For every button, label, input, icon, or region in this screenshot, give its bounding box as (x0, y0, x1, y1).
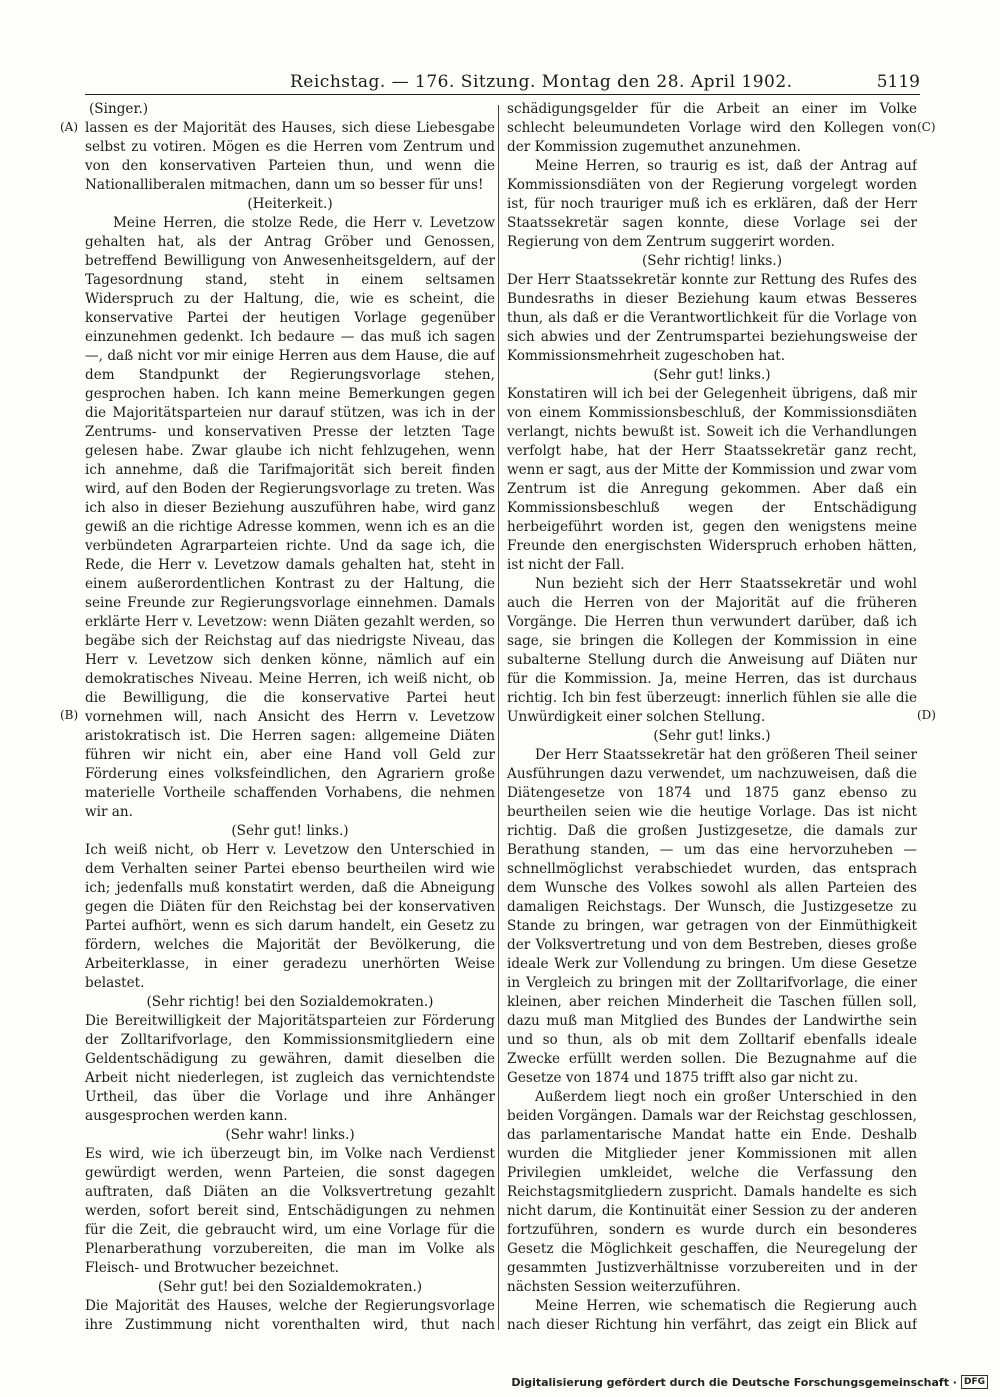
paragraph: Die Majorität des Hauses, welche der Regierungsvorlage ihre Zustimmung nicht vorenthalten wird, thut nach (85, 1298, 495, 1333)
interjection: (Sehr richtig! bei den Sozialdemokraten.) (146, 994, 434, 1010)
paragraph: Meine Herren, so traurig es ist, daß der Antrag auf Kommissionsdiäten von der Regierung vorgelegt worden ist, für noch trauriger muß ich es erklären, daß der Herr Staatssekretär sagen konnte, diese Vorlage sei der Regierung von dem Zentrum suggerirt worden. (507, 158, 917, 250)
page-number: 5119 (876, 72, 920, 92)
running-title: Reichstag. — 176. Sitzung. Montag den 28. April 1902. (290, 72, 793, 92)
interjection: (Sehr gut! links.) (653, 728, 771, 744)
interjection: (Sehr gut! bei den Sozialdemokraten.) (157, 1279, 423, 1295)
margin-marker-c: (C) (917, 120, 936, 134)
interjection: (Sehr gut! links.) (653, 367, 771, 383)
paragraph: Konstatiren will ich bei der Gelegenheit übrigens, daß mir von einem Kommissionsbeschluß, der Kommissionsdiäten verlangt, nichts bewußt ist. Soweit ich die Verhandlungen verfolgt habe, hat der Herr Staatssekretär ganz recht, wenn er sagt, aus der Mitte der Kommission und zwar vom Zentrum ist die Anregung gekommen. Aber daß ein Kommissionsbeschluß wegen der Entschädigung herbeigeführt worden ist, gegen den wenigstens meine Freunde den energischsten Widerspruch erhoben hätten, ist nicht der Fall. (507, 386, 917, 573)
paragraph: Der Herr Staatssekretär konnte zur Rettung des Rufes des Bundesraths in dieser Beziehung kaum etwas Besseres thun, als daß er die Verantwortlichkeit für die Vorlage von sich abwies und der Zentrumspartei beziehungsweise der Kommissionsmehrheit zugeschoben hat. (507, 272, 917, 364)
interjection: (Sehr gut! links.) (231, 823, 349, 839)
column-divider (498, 105, 499, 1330)
footer-text: Digitalisierung gefördert durch die Deutsche Forschungsgemeinschaft · (511, 1375, 957, 1389)
footer-credit (511, 1375, 988, 1389)
speaker-name: (Singer.) (89, 101, 149, 117)
interjection: (Sehr richtig! links.) (641, 253, 783, 269)
header-rule (85, 94, 920, 95)
paragraph: Es wird, wie ich überzeugt bin, im Volke nach Verdienst gewürdigt werden, wenn Parteien, die sonst dagegen auftraten, daß Diäten an die Volksvertretung gezahlt werden, sofort bereit sind, Entschädigungen zu nehmen für die Zeit, die gebraucht wird, um eine Vorlage für die Plenarberathung vorzubereiten, die man im Volke als Fleisch- und Brotwucher bezeichnet. (85, 1146, 495, 1276)
margin-marker-a: (A) (60, 120, 79, 134)
interjection: (Sehr wahr! links.) (225, 1127, 355, 1143)
page-header (85, 70, 920, 100)
paragraph: Meine Herren, wie schematisch die Regierung auch nach dieser Richtung hin verfährt, das zeigt ein Blick auf (507, 1298, 917, 1333)
dfg-logo: DFG (961, 1375, 988, 1389)
paragraph: Die Bereitwilligkeit der Majoritätsparteien zur Förderung der Zolltarifvorlage, den Kommissionsmitgliedern eine Geldentschädigung zu gewähren, damit dieselben die Arbeit nicht niederlegen, ist zugleich das vernichtendste Urtheil, das über die Vorlage und ihre Anhänger ausgesprochen werden kann. (85, 1013, 495, 1124)
paragraph: Meine Herren, die stolze Rede, die Herr v. Levetzow gehalten hat, als der Antrag Gröber und Genossen, betreffend Bewilligung von Anwesenheitsgeldern, auf der Tagesordnung stand, steht in einem seltsamen Widerspruch zu der Haltung, die, wie es scheint, die konservative Partei der heutigen Vorlage gegenüber einzunehmen gedenkt. Ich bedaure — das muß ich sagen —, daß nicht vor mir einige Herren aus dem Hause, die auf dem Standpunkt der Regierungsvorlage stehen, gesprochen haben. Ich kann meine Bemerkungen gegen die Majoritätsparteien nur darauf stützen, was ich in der Zentrums- und konservativen Presse der letzten Tage gelesen habe. Zwar glaube ich nicht fehlzugehen, wenn ich annehme, daß die Tarifmajorität sich bereit finden wird, auf den Boden der Regierungsvorlage zu treten. Was ich also in dieser Beziehung auszuführen habe, wird ganz gewiß an die richtige Adresse kommen, wenn ich es an die verbündeten Agrarparteien richte. Und da sage ich, die Rede, die Herr v. Levetzow damals gehalten hat, steht in einem außerordentlichen Kontrast zu der Haltung, die seine Freunde zur Regierungsvorlage einnehmen. Damals erklärte Herr v. Levetzow: wenn Diäten gezahlt werden, so begäbe sich der Reichstag auf das niedrigste Niveau, das Herr v. Levetzow sich denken könne, nämlich auf ein demokratisches Niveau. Meine Herren, ich weiß nicht, ob die Bewilligung, die die konservative Partei heut vornehmen will, nach Ansicht des Herrn v. Levetzow aristokratisch ist. Die Herren sagen: allgemeine Diäten führen wir nicht ein, aber eine Hand voll Geld zur Förderung eines volksfeindlichen, den Agrariern große materielle Vortheile schaffenden Vorhabens, die nehmen wir an. (85, 215, 495, 820)
paragraph: Außerdem liegt noch ein großer Unterschied in den beiden Vorgängen. Damals war der Reichstag geschlossen, das parlamentarische Mandat hatte ein Ende. Deshalb wurden die Mitglieder jener Kommissionen mit allen Privilegien umkleidet, welche die Verfassung den Reichstagsmitgliedern zuspricht. Damals handelte es sich nicht darum, die Kontinuität einer Session zu der anderen fortzuführen, sondern es wurde durch ein besonderes Gesetz die Möglichkeit geschaffen, die Neuregelung der gesammten Justizverhältnisse vorzubereiten und in der nächsten Session weiterzuführen. (507, 1089, 917, 1295)
right-text-column (507, 100, 917, 1335)
interjection: (Heiterkeit.) (247, 196, 333, 212)
margin-marker-b: (B) (60, 708, 79, 722)
margin-marker-d: (D) (917, 708, 936, 722)
paragraph: Nun bezieht sich der Herr Staatssekretär und wohl auch die Herren von der Majorität auf die früheren Vorgänge. Die Herren thun verwundert darüber, daß ich sage, sie bringen die Kollegen der Kommission in eine subalterne Stellung durch die Anweisung auf Diäten nur für die Kommission. Ja, meine Herren, das ist durchaus richtig. Ich bin fest überzeugt: innerlich fühlen sie alle die Unwürdigkeit einer solchen Stellung. (507, 576, 917, 725)
paragraph: Ich weiß nicht, ob Herr v. Levetzow den Unterschied in dem Verhalten seiner Partei ebenso beurtheilen wird wie ich; jedenfalls muß konstatirt werden, daß die Abneigung gegen die Diäten für den Reichstag bei der konservativen Partei aufhört, wenn es sich darum handelt, ein Gesetz zu fördern, welches die Majorität der Bevölkerung, die Arbeiterklasse, in einer geradezu unerhörten Weise belastet. (85, 842, 495, 991)
left-text-column (85, 100, 495, 1335)
paragraph: schädigungsgelder für die Arbeit an einer im Volke schlecht beleumundeten Vorlage wird den Kollegen von der Kommission zugemuthet anzunehmen. (507, 101, 917, 155)
paragraph: lassen es der Majorität des Hauses, sich diese Liebesgabe selbst zu votiren. Mögen es die Herren vom Zentrum und von den konservativen Parteien thun, und wenn die Nationalliberalen mitmachen, dann um so besser für uns! (85, 120, 495, 193)
paragraph: Der Herr Staatssekretär hat den größeren Theil seiner Ausführungen dazu verwendet, um nachzuweisen, daß die Diätengesetze von 1874 und 1875 ganz ebenso zu beurtheilen seien wie die heutige Vorlage. Das ist nicht richtig. Daß die großen Justizgesetze, die damals zur Berathung standen, — um das eine hervorzuheben — schnellmöglichst verabschiedet wurden, das entsprach dem Wunsche des Volkes sowohl als allen Parteien des damaligen Reichstags. Der Wunsch, die Justizgesetze zu Stande zu bringen, war getragen von der Einmüthigkeit der Volksvertretung und von dem Bestreben, dieses große ideale Werk zur Vollendung zu bringen. Um diese Gesetze in Vergleich zu bringen mit der Zolltarifvorlage, die einer kleinen, aber reichen Minderheit die Taschen füllen soll, dazu muß man Mitglied des Bundes der Landwirthe sein und so thun, als ob mit dem Zolltarif ebenfalls ideale Zwecke erfüllt werden sollen. Die Bezugnahme auf die Gesetze von 1874 und 1875 trifft also gar nicht zu. (507, 747, 917, 1086)
